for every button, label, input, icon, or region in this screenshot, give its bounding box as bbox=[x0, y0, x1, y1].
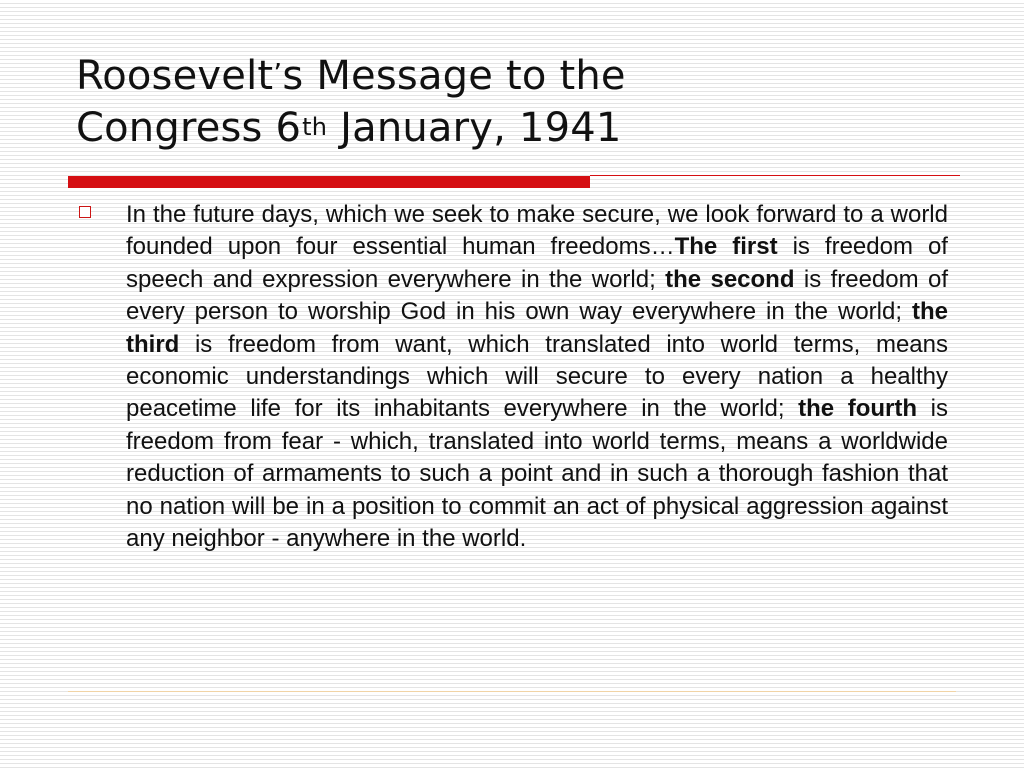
title-accent-bar bbox=[68, 176, 590, 188]
quote-paragraph bbox=[126, 199, 948, 555]
hollow-square-bullet-icon bbox=[79, 206, 91, 218]
text-segment: is freedom from want, which translated into world terms, means economic understandings which will secure to every nation a healthy peacetime life for its inhabitants everywhere in the world; bbox=[126, 330, 948, 423]
emphasis-segment: the second bbox=[665, 265, 795, 293]
title-apostrophe: ’ bbox=[273, 57, 283, 90]
emphasis-segment: the third bbox=[126, 298, 948, 358]
text-segment: is freedom from fear - which, translated into world terms, means a worldwide reduction of armaments to such a point and in such a thorough fashion that no nation will be in a position to commit an act of physical aggression against any neighbor - anywhere in the world. bbox=[126, 395, 948, 553]
title-line-2 bbox=[76, 104, 976, 152]
emphasis-segment: the fourth bbox=[798, 395, 918, 423]
title-line-1-start: Roosevelt bbox=[76, 53, 274, 99]
title-accent-rule bbox=[590, 175, 960, 176]
emphasis-segment: The first bbox=[674, 233, 778, 261]
text-segment: is freedom of every person to worship God in his own way everywhere in the world; bbox=[126, 265, 948, 326]
slide-title bbox=[76, 52, 976, 152]
title-line-1 bbox=[76, 52, 976, 104]
title-line-2-end: January, 1941 bbox=[327, 105, 622, 151]
title-line-2-start: Congress 6 bbox=[76, 105, 302, 151]
title-superscript: th bbox=[302, 113, 328, 141]
text-segment: is freedom of speech and expression everywhere in the world; bbox=[126, 233, 948, 293]
footer-rule bbox=[68, 691, 956, 692]
text-segment: In the future days, which we seek to make secure, we look forward to a world founded upon four essential human freedoms… bbox=[126, 201, 948, 261]
title-line-1-end: s Message to the bbox=[282, 53, 626, 99]
